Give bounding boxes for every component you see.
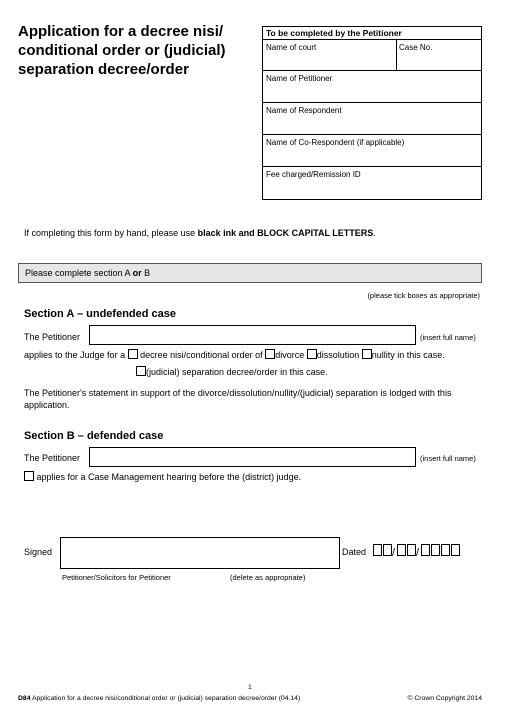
tick-boxes-note: (please tick boxes as appropriate) [367,291,480,300]
divorce-label: divorce [275,350,305,360]
date-digit-box[interactable] [407,544,416,556]
date-digit-box[interactable] [421,544,430,556]
signature-input[interactable] [60,537,340,569]
dissolution-checkbox[interactable] [307,349,317,359]
decree-nisi-checkbox[interactable] [128,349,138,359]
instruction-emphasis: black ink and BLOCK CAPITAL LETTERS [197,228,374,238]
case-management-row [24,471,301,482]
nullity-label: nullity in this case. [371,350,445,360]
court-name-label: Name of court [266,43,317,52]
co-respondent-name-field[interactable] [263,135,481,167]
date-digit-box[interactable] [397,544,406,556]
section-choice-banner [18,263,482,283]
signed-label: Signed [24,547,53,557]
petitioner-name-field[interactable] [263,71,481,103]
separation-label: (judicial) separation decree/order in this case. [146,367,328,377]
date-input[interactable] [373,543,461,561]
fee-label: Fee charged/Remission ID [266,170,361,179]
respondent-name-label: Name of Respondent [266,106,342,115]
section-a-applies-row [24,349,445,360]
date-digit-box[interactable] [383,544,392,556]
section-b-petitioner-label: The Petitioner [24,453,81,463]
delete-caption: (delete as appropriate) [230,573,306,582]
applies-to-label: applies to the Judge for a [24,350,126,360]
divorce-checkbox[interactable] [265,349,275,359]
column-divider [396,40,397,71]
form-title: Application for a decree nisi/conditional order or (judicial) separation decree/order (04.14) [31,695,301,702]
instruction-suffix: . [373,228,376,238]
date-digit-box[interactable] [451,544,460,556]
case-management-label: applies for a Case Management hearing before the (district) judge. [36,472,302,482]
date-digit-box[interactable] [431,544,440,556]
footer-form-title [18,695,300,702]
banner-or: or [132,268,142,278]
petitioner-name-label: Name of Petitioner [266,74,333,83]
case-number-label: Case No. [399,43,433,52]
separation-checkbox[interactable] [136,366,146,376]
section-a-petitioner-label: The Petitioner [24,332,81,342]
court-name-field[interactable] [263,40,481,71]
section-a-petitioner-name-input[interactable] [89,325,416,345]
fee-field[interactable] [263,167,481,199]
dissolution-label: dissolution [316,350,360,360]
petitioner-caption: Petitioner/Solicitors for Petitioner [62,573,171,582]
instruction-prefix: If completing this form by hand, please use [24,228,198,238]
date-digit-box[interactable] [373,544,382,556]
case-management-checkbox[interactable] [24,471,34,481]
table-header: To be completed by the Petitioner [263,27,481,40]
date-separator: / [416,547,420,559]
section-b-petitioner-name-input[interactable] [89,447,416,467]
respondent-name-field[interactable] [263,103,481,135]
banner-prefix: Please complete section A [25,268,133,278]
petitioner-statement-text: The Petitioner's statement in support of the divorce/dissolution/nullity/(judicial) separation is lodged with this application. [24,388,452,410]
nullity-checkbox[interactable] [362,349,372,359]
copyright: © Crown Copyright 2014 [407,695,482,702]
section-b-insert-name-note: (insert full name) [420,454,476,463]
date-separator: / [392,547,396,559]
section-b-heading: Section B – defended case [24,430,164,442]
banner-suffix: B [141,268,151,278]
form-code: D84 [18,695,31,702]
section-a-insert-name-note: (insert full name) [420,333,476,342]
page-number: 1 [248,684,252,691]
instruction-text [24,228,376,238]
page-title: Application for a decree nisi/ conditional order or (judicial) separation decree/order [18,23,226,78]
dated-label: Dated [342,547,367,557]
petitioner-details-table [262,26,482,200]
decree-nisi-label: decree nisi/conditional order of [140,350,263,360]
separation-row [136,366,328,377]
date-digit-box[interactable] [441,544,450,556]
section-a-heading: Section A – undefended case [24,308,177,320]
co-respondent-name-label: Name of Co-Respondent (if applicable) [266,138,405,147]
